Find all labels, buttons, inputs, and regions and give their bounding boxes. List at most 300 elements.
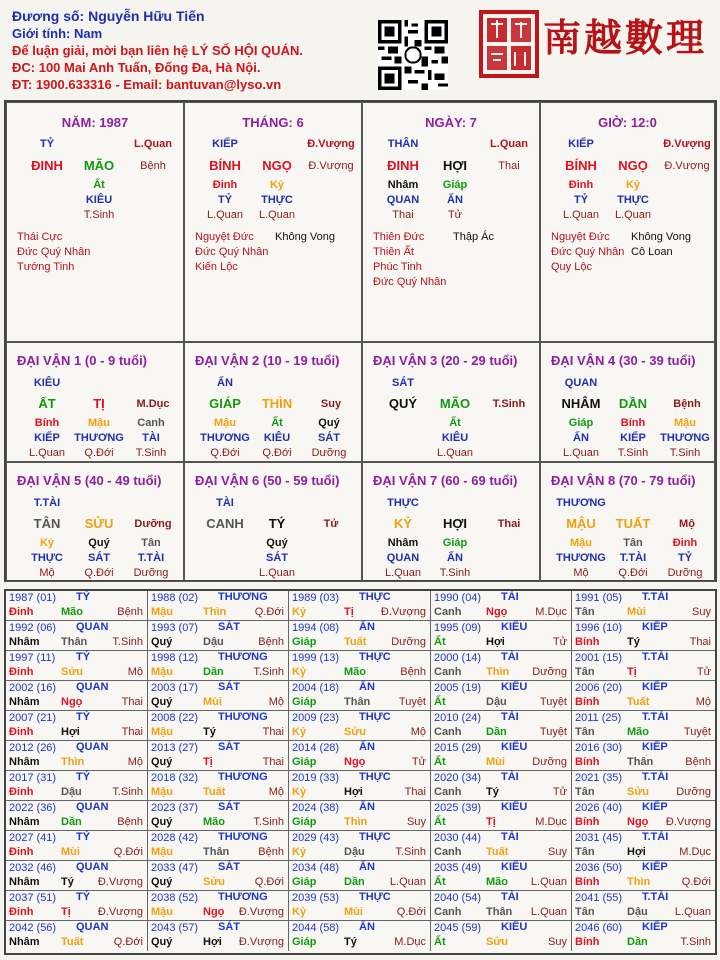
year-life-stage: M.Dục	[535, 606, 567, 618]
pillar-ten-god: KIẾP	[568, 138, 594, 150]
hidden-can: Ất	[93, 179, 105, 191]
year-cell	[6, 921, 148, 951]
hidden-can: Quý	[318, 417, 340, 429]
year-life-stage: Đ.Vượng	[238, 906, 284, 918]
year-can: Quý	[151, 756, 173, 768]
year-cell	[148, 831, 289, 861]
hidden-can: Ất	[449, 417, 461, 429]
dai-van-can: QUÝ	[388, 396, 418, 411]
hidden-ten-god: TỶ	[677, 552, 693, 564]
year-life-stage: Dưỡng	[532, 756, 567, 768]
year-label: 2001 (15)	[575, 652, 623, 664]
dai-van-chi: TỊ	[93, 396, 105, 411]
year-cell	[431, 801, 572, 831]
year-can: Tân	[575, 786, 595, 798]
pillar-chi-status: Đ.Vượng	[308, 160, 354, 172]
year-life-stage: Suy	[548, 936, 567, 948]
hidden-life-stage: L.Quan	[258, 209, 296, 221]
dai-van-ten-god: ẤN	[217, 377, 233, 389]
spirit-star: Đức Quý Nhân	[195, 246, 269, 258]
year-can: Đinh	[9, 786, 34, 798]
year-life-stage: L.Quan	[674, 906, 711, 918]
year-ten-god: T.TÀI	[642, 711, 669, 723]
year-chi: Ngọ	[486, 606, 508, 618]
year-life-stage: Mộ	[127, 756, 143, 768]
hidden-ten-god: QUAN	[386, 194, 420, 206]
dai-van-can: NHÂM	[561, 396, 601, 411]
year-ten-god: THƯƠNG	[218, 771, 268, 783]
year-label: 2027 (41)	[9, 832, 57, 844]
year-ten-god: TÀI	[501, 891, 519, 903]
year-chi: Tị	[344, 606, 354, 618]
year-label: 2024 (38)	[292, 802, 340, 814]
year-cell	[148, 861, 289, 891]
year-cell	[148, 591, 289, 621]
year-cell	[289, 741, 431, 771]
dai-van-title: ĐẠI VẬN 2 (10 - 19 tuổi)	[195, 353, 340, 368]
year-can: Ất	[434, 696, 446, 708]
dai-van-chi: TÝ	[268, 516, 286, 531]
spirit-star: Tướng Tinh	[17, 261, 75, 273]
year-life-stage: L.Quan	[530, 906, 567, 918]
year-chi: Tuất	[627, 696, 650, 708]
year-can: Nhâm	[9, 876, 40, 888]
year-life-stage: Thai	[262, 756, 284, 768]
year-ten-god: THỰC	[359, 771, 391, 783]
year-chi: Tị	[486, 816, 496, 828]
dai-van-chi: TUẤT	[615, 516, 651, 531]
year-label: 1990 (04)	[434, 592, 482, 604]
year-life-stage: Bệnh	[117, 606, 143, 618]
hidden-life-stage: L.Quan	[28, 447, 66, 459]
dai-van-title: ĐẠI VẬN 7 (60 - 69 tuổi)	[373, 473, 518, 488]
contact-address: ĐC: 100 Mai Anh Tuấn, Đống Đa, Hà Nội.	[12, 60, 261, 75]
year-chi: Tị	[203, 756, 213, 768]
pillar-chi-status: Thai	[498, 160, 520, 172]
year-cell	[572, 591, 715, 621]
year-cell	[431, 921, 572, 951]
dai-van-ten-god: TÀI	[216, 497, 234, 509]
spirit-star: Đức Quý Nhân	[17, 246, 91, 258]
hidden-can: Ất	[271, 417, 283, 429]
year-chi: Sửu	[627, 786, 650, 798]
year-cell	[431, 741, 572, 771]
year-cell	[289, 831, 431, 861]
year-life-stage: Đ.Vượng	[665, 816, 711, 828]
dai-van-life-stage: Bệnh	[673, 398, 701, 410]
year-can: Ất	[434, 876, 446, 888]
hidden-can: Kỷ	[269, 179, 285, 191]
year-chi: Mùi	[486, 756, 505, 768]
year-cell	[572, 861, 715, 891]
year-label: 2011 (25)	[575, 712, 622, 724]
year-life-stage: Đ.Vượng	[97, 906, 143, 918]
year-ten-god: SÁT	[218, 741, 240, 753]
dai-van-ten-god: KIÊU	[33, 377, 61, 389]
year-label: 2033 (47)	[151, 862, 199, 874]
year-cell	[289, 891, 431, 921]
hidden-ten-god: T.TÀI	[619, 552, 647, 564]
year-label: 1987 (01)	[9, 592, 57, 604]
year-chi: Sửu	[344, 726, 367, 738]
year-cell	[431, 831, 572, 861]
year-label: 2020 (34)	[434, 772, 482, 784]
year-ten-god: TÀI	[501, 711, 519, 723]
hidden-ten-god: THỰC	[617, 194, 649, 206]
dai-van-cell	[6, 462, 184, 582]
year-chi: Thân	[61, 636, 88, 648]
year-chi: Dần	[344, 876, 365, 888]
hidden-life-stage: Q.Đới	[210, 447, 240, 459]
year-chi: Dần	[486, 726, 507, 738]
year-chi: Tý	[344, 936, 357, 948]
gender: Giới tính: Nam	[12, 26, 103, 41]
year-ten-god: QUAN	[76, 681, 109, 693]
dai-van-life-stage: Tử	[323, 518, 339, 530]
year-cell	[6, 771, 148, 801]
year-label: 2039 (53)	[292, 892, 340, 904]
year-chi: Mùi	[203, 696, 222, 708]
year-life-stage: Bệnh	[685, 756, 711, 768]
year-cell	[6, 591, 148, 621]
year-cell	[289, 651, 431, 681]
year-can: Kỷ	[292, 666, 307, 678]
dai-van-cell	[362, 462, 540, 582]
hidden-life-stage: T.Sinh	[439, 567, 471, 579]
year-chi: Mão	[61, 606, 83, 618]
pillar-chi: MÃO	[83, 158, 115, 173]
spirit-star: Quy Lộc	[551, 261, 592, 273]
year-label: 2043 (57)	[151, 922, 199, 934]
year-life-stage: Mộ	[410, 726, 426, 738]
year-can: Canh	[434, 906, 462, 918]
pillar-top-status: Đ.Vượng	[307, 138, 355, 150]
pillar-cell	[6, 102, 184, 342]
hidden-can: Tân	[141, 537, 161, 549]
year-cell	[289, 861, 431, 891]
contact-invite: Để luận giải, mời bạn liên hệ LÝ SỐ HỘI QUÁN.	[12, 43, 303, 58]
year-ten-god: SÁT	[218, 861, 240, 873]
dai-van-cell	[184, 462, 362, 582]
year-can: Kỷ	[292, 726, 307, 738]
year-label: 1988 (02)	[151, 592, 199, 604]
year-chi: Mùi	[61, 846, 80, 858]
year-can: Giáp	[292, 936, 317, 948]
year-can: Quý	[151, 816, 173, 828]
dai-van-chi: HỢI	[442, 516, 468, 531]
spirit-star: Đức Quý Nhân	[551, 246, 625, 258]
hidden-can: Mậu	[88, 417, 110, 429]
hidden-ten-god: THƯƠNG	[660, 432, 710, 444]
year-chi: Sửu	[203, 876, 226, 888]
pillar-title: GIỜ: 12:0	[598, 115, 657, 130]
year-cell	[6, 681, 148, 711]
hidden-life-stage: Dưỡng	[311, 447, 347, 459]
year-ten-god: SÁT	[218, 681, 240, 693]
year-cell	[6, 741, 148, 771]
year-label: 2030 (44)	[434, 832, 482, 844]
hidden-ten-god: KIÊU	[263, 432, 291, 444]
hidden-life-stage: Mộ	[39, 567, 55, 579]
spirit-star: Không Vong	[631, 231, 691, 243]
year-cell	[6, 711, 148, 741]
year-cell	[572, 711, 715, 741]
year-life-stage: Bệnh	[117, 816, 143, 828]
year-cell	[148, 771, 289, 801]
year-cell	[431, 651, 572, 681]
pillar-can: BÍNH	[209, 158, 241, 173]
year-cell	[289, 771, 431, 801]
year-cell	[148, 801, 289, 831]
year-chi: Thìn	[627, 876, 651, 888]
year-life-stage: T.Sinh	[112, 786, 143, 798]
year-label: 2040 (54)	[434, 892, 482, 904]
year-chi: Thân	[344, 696, 371, 708]
year-life-stage: Thai	[121, 726, 143, 738]
hidden-life-stage: T.Sinh	[135, 447, 167, 459]
year-ten-god: TỶ	[76, 591, 91, 603]
year-label: 2045 (59)	[434, 922, 482, 934]
year-label: 1997 (11)	[9, 652, 56, 664]
hidden-can: Đinh	[212, 179, 238, 191]
hidden-ten-god: SÁT	[88, 552, 110, 564]
year-label: 2029 (43)	[292, 832, 340, 844]
year-chi: Tuất	[61, 936, 84, 948]
hidden-ten-god: KIẾP	[34, 432, 60, 444]
dai-van-cell	[540, 342, 715, 462]
hidden-can: Kỷ	[39, 537, 55, 549]
year-life-stage: Bệnh	[400, 666, 426, 678]
hidden-ten-god: THỰC	[261, 194, 293, 206]
hidden-ten-god: SÁT	[318, 432, 340, 444]
year-chi: Sửu	[61, 666, 84, 678]
year-can: Bính	[575, 816, 600, 828]
year-cell	[289, 621, 431, 651]
year-cell	[572, 741, 715, 771]
year-life-stage: Tuyệt	[398, 696, 426, 708]
year-chi: Thân	[486, 906, 513, 918]
year-chi: Dậu	[486, 696, 507, 708]
year-can: Giáp	[292, 876, 317, 888]
year-can: Canh	[434, 786, 462, 798]
dai-van-ten-god: T.TÀI	[33, 497, 61, 509]
year-ten-god: TỶ	[76, 831, 91, 843]
year-ten-god: THỰC	[359, 891, 391, 903]
year-ten-god: TỶ	[76, 711, 91, 723]
year-ten-god: SÁT	[218, 801, 240, 813]
spirit-star: Phúc Tinh	[373, 261, 422, 273]
pillar-chi: NGỌ	[618, 158, 648, 173]
year-ten-god: ẤN	[359, 801, 375, 813]
year-label: 2022 (36)	[9, 802, 57, 814]
hidden-can: Bính	[620, 417, 646, 429]
year-life-stage: Q.Đới	[254, 606, 284, 618]
dai-van-title: ĐẠI VẬN 4 (30 - 39 tuổi)	[551, 353, 696, 368]
year-can: Quý	[151, 876, 173, 888]
year-cell	[6, 651, 148, 681]
year-cell	[572, 651, 715, 681]
year-ten-god: KIÊU	[501, 801, 528, 813]
hidden-life-stage: L.Quan	[436, 447, 474, 459]
spirit-star: Thái Cực	[17, 231, 63, 243]
pillar-ten-god: TỶ	[39, 138, 55, 150]
year-cell	[148, 711, 289, 741]
year-life-stage: Dưỡng	[391, 636, 426, 648]
year-can: Tân	[575, 666, 595, 678]
year-label: 2008 (22)	[151, 712, 199, 724]
year-ten-god: ẤN	[359, 621, 375, 633]
spirit-star: Thiên Đức	[373, 231, 425, 243]
year-label: 2016 (30)	[575, 742, 623, 754]
year-ten-god: TỶ	[76, 891, 91, 903]
year-ten-god: SÁT	[218, 921, 240, 933]
dai-van-can: TÂN	[33, 516, 61, 531]
year-ten-god: KIẾP	[642, 861, 668, 873]
year-life-stage: Đ.Vượng	[97, 876, 143, 888]
year-label: 2018 (32)	[151, 772, 199, 784]
year-label: 2026 (40)	[575, 802, 623, 814]
year-can: Kỷ	[292, 906, 307, 918]
hidden-can: Mậu	[570, 537, 592, 549]
dai-van-life-stage: T.Sinh	[492, 398, 526, 410]
dai-van-can: CANH	[206, 516, 244, 531]
dai-van-chi: DẦN	[618, 396, 648, 411]
hidden-can: Quý	[88, 537, 110, 549]
year-chi: Hợi	[61, 726, 80, 738]
year-ten-god: ẤN	[359, 861, 375, 873]
year-chi: Tuất	[344, 636, 367, 648]
pillar-can: BÍNH	[565, 158, 597, 173]
year-life-stage: Tử	[411, 756, 426, 768]
dai-van-ten-god: QUAN	[564, 377, 598, 389]
pillar-chi-status: Bệnh	[140, 160, 166, 172]
year-cell	[6, 621, 148, 651]
year-cell	[6, 861, 148, 891]
year-can: Bính	[575, 756, 600, 768]
year-chi: Hợi	[627, 846, 646, 858]
year-chi: Sửu	[486, 936, 509, 948]
contact-phone-email: ĐT: 1900.633316 - Email: bantuvan@lyso.vn	[12, 77, 282, 92]
year-ten-god: THƯƠNG	[218, 831, 268, 843]
year-life-stage: Tử	[552, 786, 567, 798]
hidden-can: Tân	[623, 537, 643, 549]
year-label: 2003 (17)	[151, 682, 199, 694]
year-ten-god: ẤN	[359, 741, 375, 753]
year-label: 2032 (46)	[9, 862, 57, 874]
person-name: Đương số: Nguyễn Hữu Tiến	[12, 8, 205, 24]
year-label: 2009 (23)	[292, 712, 340, 724]
year-cell	[148, 621, 289, 651]
year-label: 2006 (20)	[575, 682, 623, 694]
hidden-life-stage: T.Sinh	[669, 447, 701, 459]
year-ten-god: SÁT	[218, 621, 240, 633]
year-label: 2012 (26)	[9, 742, 57, 754]
year-chi: Mão	[344, 666, 366, 678]
year-ten-god: QUAN	[76, 621, 109, 633]
year-ten-god: KIẾP	[642, 921, 668, 933]
year-label: 1998 (12)	[151, 652, 199, 664]
hidden-life-stage: L.Quan	[258, 567, 296, 579]
hidden-ten-god: KIẾP	[620, 432, 646, 444]
year-label: 2037 (51)	[9, 892, 57, 904]
dai-van-can: ẤT	[38, 396, 56, 411]
year-can: Nhâm	[9, 696, 40, 708]
year-label: 2034 (48)	[292, 862, 340, 874]
pillar-title: NGÀY: 7	[425, 115, 477, 130]
red-seal-icon	[479, 10, 539, 78]
year-label: 2019 (33)	[292, 772, 340, 784]
dai-van-chi: MÃO	[439, 396, 471, 411]
hidden-life-stage: Q.Đới	[84, 567, 114, 579]
pillar-cell	[184, 102, 362, 342]
year-label: 2035 (49)	[434, 862, 482, 874]
spirit-star: Cô Loan	[631, 246, 673, 258]
spirit-star: Không Vong	[275, 231, 335, 243]
year-can: Đinh	[9, 606, 34, 618]
year-chi: Hợi	[344, 786, 363, 798]
hidden-can: Nhâm	[387, 537, 419, 549]
year-cell	[289, 681, 431, 711]
year-can: Ất	[434, 636, 446, 648]
year-label: 2010 (24)	[434, 712, 482, 724]
year-ten-god: THƯƠNG	[218, 891, 268, 903]
year-can: Giáp	[292, 756, 317, 768]
year-chi: Tuất	[486, 846, 509, 858]
hidden-ten-god: QUAN	[386, 552, 420, 564]
year-chi: Thìn	[486, 666, 510, 678]
year-can: Bính	[575, 936, 600, 948]
year-can: Nhâm	[9, 816, 40, 828]
year-can: Bính	[575, 696, 600, 708]
year-life-stage: L.Quan	[530, 876, 567, 888]
year-life-stage: Đ.Vượng	[238, 936, 284, 948]
hidden-ten-god: SÁT	[266, 552, 288, 564]
year-can: Mậu	[151, 666, 173, 678]
hidden-ten-god: T.TÀI	[137, 552, 165, 564]
hidden-can: Nhâm	[387, 179, 419, 191]
year-ten-god: KIÊU	[501, 861, 528, 873]
year-chi: Tý	[627, 636, 640, 648]
year-label: 2044 (58)	[292, 922, 340, 934]
year-chi: Ngọ	[344, 756, 366, 768]
year-cell	[572, 921, 715, 951]
hidden-can: Kỷ	[625, 179, 641, 191]
year-life-stage: Q.Đới	[113, 936, 143, 948]
year-life-stage: T.Sinh	[395, 846, 426, 858]
dai-van-title: ĐẠI VẬN 1 (0 - 9 tuổi)	[17, 353, 148, 368]
year-chi: Mùi	[344, 906, 363, 918]
year-cell	[289, 801, 431, 831]
year-life-stage: M.Dục	[535, 816, 567, 828]
dai-van-chi: SỬU	[84, 516, 114, 531]
year-label: 2005 (19)	[434, 682, 482, 694]
year-label: 2036 (50)	[575, 862, 623, 874]
year-chi: Tý	[203, 726, 216, 738]
hidden-can: Quý	[266, 537, 288, 549]
year-life-stage: Thai	[262, 726, 284, 738]
hidden-life-stage: Q.Đới	[262, 447, 292, 459]
year-cell	[572, 831, 715, 861]
year-ten-god: THỰC	[359, 651, 391, 663]
dai-van-title: ĐẠI VẬN 5 (40 - 49 tuổi)	[17, 473, 162, 488]
year-label: 2031 (45)	[575, 832, 623, 844]
dai-van-ten-god: THƯƠNG	[556, 497, 606, 509]
hidden-life-stage: Q.Đới	[84, 447, 114, 459]
year-label: 2023 (37)	[151, 802, 199, 814]
year-life-stage: L.Quan	[389, 876, 426, 888]
year-can: Canh	[434, 666, 462, 678]
year-ten-god: QUAN	[76, 921, 109, 933]
